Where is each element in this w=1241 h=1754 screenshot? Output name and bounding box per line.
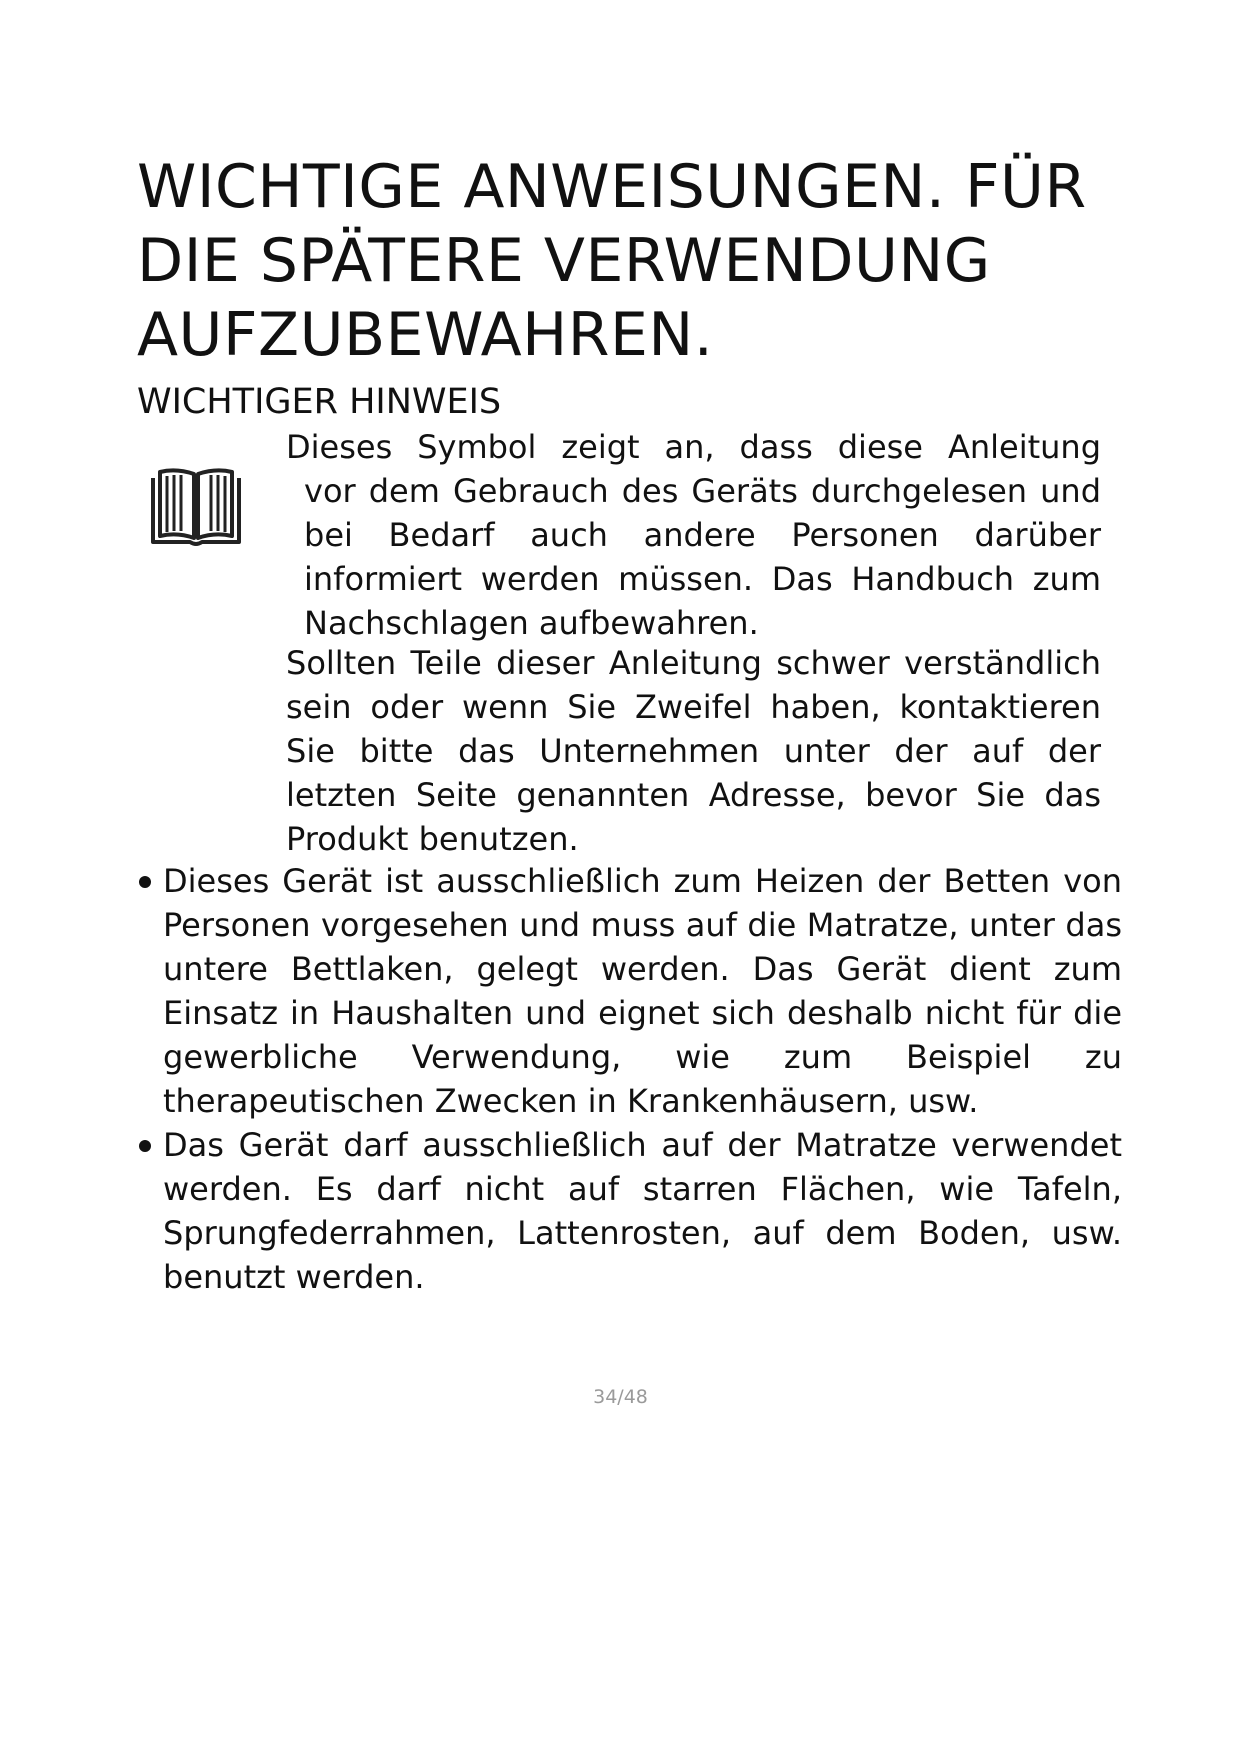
section-heading: WICHTIGER HINWEIS [137, 382, 502, 422]
bullet-icon [139, 1140, 151, 1152]
instruction-list [137, 859, 1122, 1299]
list-item-text: Das Gerät darf ausschließlich auf der Matratze verwendet werden. Es darf nicht auf starren Flächen, wie Tafeln, Sprungfederrahmen, Lattenrosten, auf dem Boden, usw. benutzt werden. [163, 1126, 1122, 1296]
intro-paragraph-rest: vor dem Gebrauch des Geräts durchgelesen und bei Bedarf auch andere Personen darüber informiert werden müssen. Das Handbuch zum Nachschlagen aufbewahren. [304, 472, 1101, 642]
page-title: WICHTIGE ANWEISUNGEN. FÜR DIE SPÄTERE VERWENDUNG AUFZUBEWAHREN. [137, 152, 1087, 370]
list-item-text: Dieses Gerät ist ausschließlich zum Heizen der Betten von Personen vorgesehen und muss auf die Matratze, unter das untere Bettlaken, gelegt werden. Das Gerät dient zum Einsatz in Haushalten und eignet sich deshalb nicht für die gewerbliche Verwendung, wie zum Beispiel zu therapeutischen Zwecken in Krankenhäusern, usw. [163, 862, 1122, 1120]
intro-paragraph [286, 425, 1101, 645]
contact-paragraph: Sollten Teile dieser Anleitung schwer verständlich sein oder wenn Sie Zweifel haben, kontaktieren Sie bitte das Unternehmen unter der auf der letzten Seite genannten Adresse, bevor Sie das Produkt benutzen. [286, 644, 1101, 858]
bullet-icon [139, 876, 151, 888]
intro-paragraph-first-line: Dieses Symbol zeigt an, dass diese Anleitung [286, 428, 1101, 466]
list-item [137, 859, 1122, 1123]
book-icon [150, 466, 242, 548]
list-item [137, 1123, 1122, 1299]
page-number: 34/48 [593, 1386, 648, 1408]
